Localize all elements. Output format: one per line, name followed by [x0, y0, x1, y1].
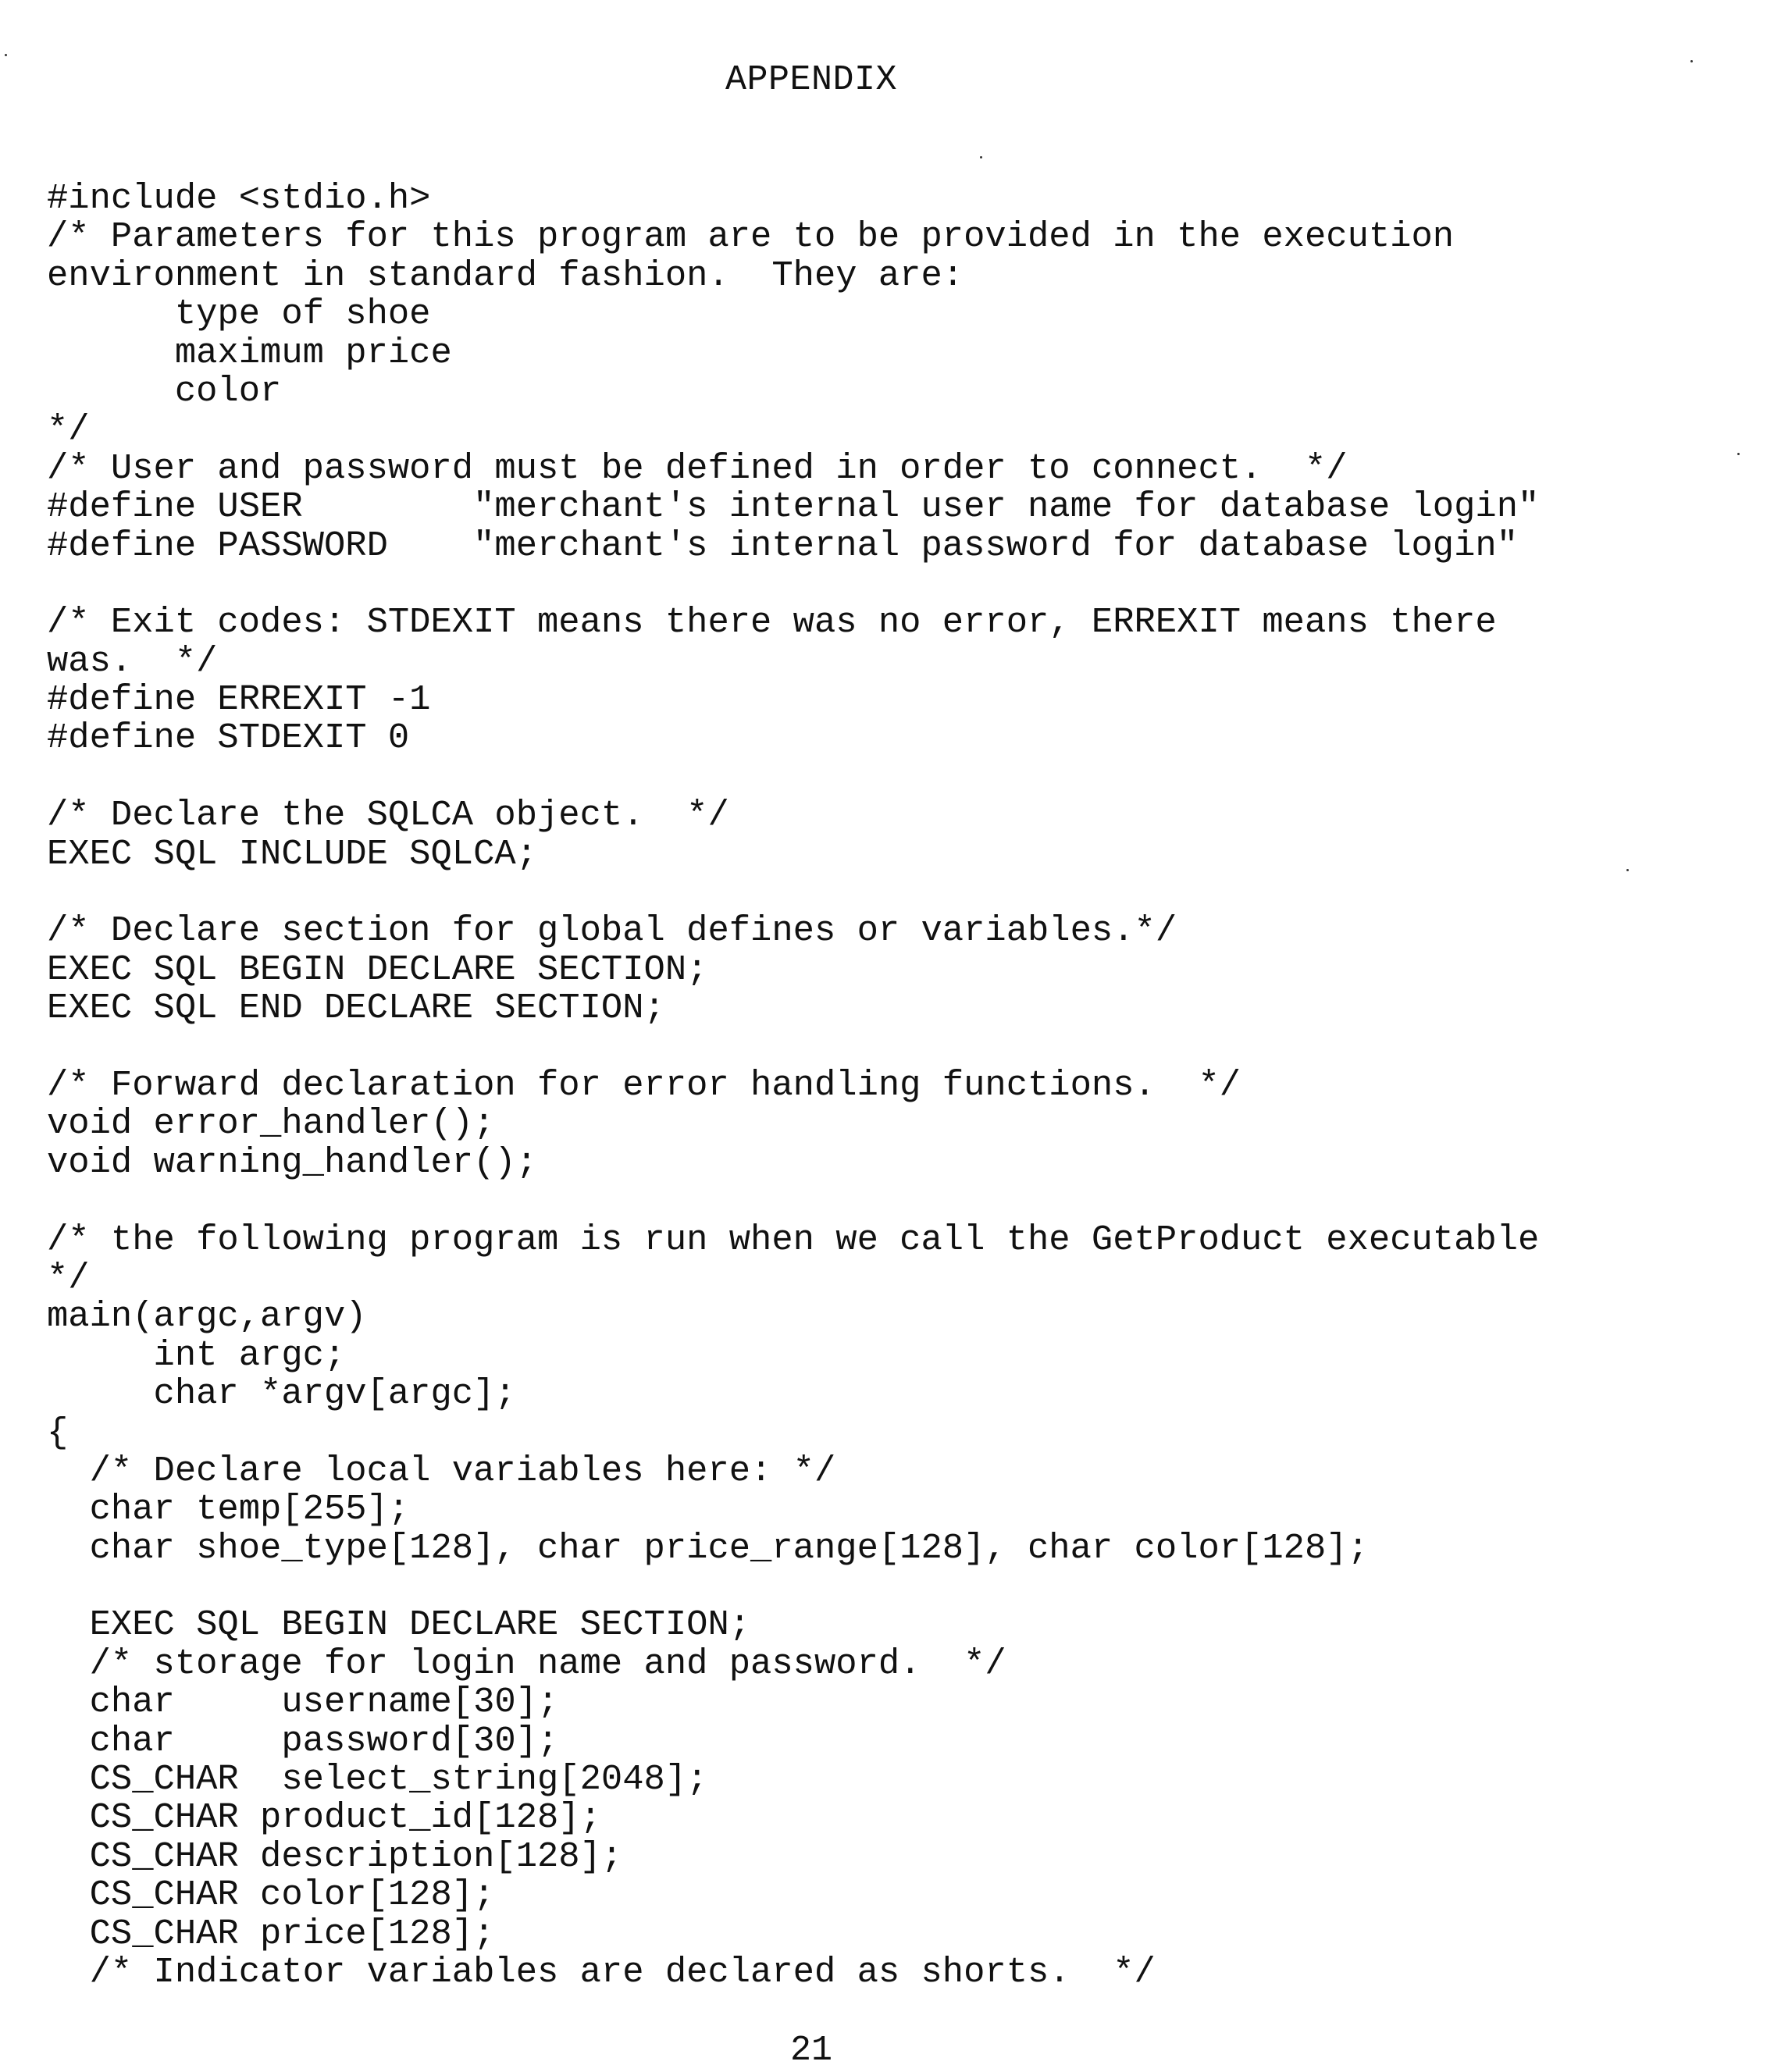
- code-line-comment-declare: /* Declare section for global defines or variables.*/: [47, 910, 1177, 952]
- code-line-price: CS_CHAR price[128];: [47, 1913, 495, 1954]
- code-line-char-argv: char *argv[argc];: [47, 1373, 516, 1415]
- scan-speck: [1626, 869, 1629, 871]
- code-line-define-user: #define USER "merchant's internal user name for database login": [47, 486, 1540, 528]
- code-line-warning-handler: void warning_handler();: [47, 1141, 538, 1183]
- code-line-blank: [47, 1568, 1539, 1606]
- code-line-comment-indicator: /* Indicator variables are declared as shorts. */: [47, 1951, 1156, 1992]
- code-line-define-password: #define PASSWORD "merchant's internal password for database login": [47, 525, 1519, 566]
- code-line-char-username: char username[30];: [47, 1682, 559, 1723]
- code-line-char-shoe-vars: char shoe_type[128], char price_range[128], char color[128];: [47, 1527, 1369, 1568]
- code-line-begin-declare: EXEC SQL BEGIN DECLARE SECTION;: [47, 949, 708, 990]
- code-line-comment-forward: /* Forward declaration for error handling functions. */: [47, 1064, 1241, 1105]
- code-line-blank: [47, 874, 1539, 912]
- appendix-heading: APPENDIX: [725, 60, 898, 100]
- code-line-char-temp: char temp[255];: [47, 1489, 410, 1530]
- code-line-end-declare: EXEC SQL END DECLARE SECTION;: [47, 988, 665, 1029]
- code-line-blank: [47, 565, 1539, 603]
- page-number: 21: [789, 2031, 832, 2070]
- code-line-blank: [47, 1182, 1539, 1220]
- code-line-comment-end: */: [47, 409, 90, 450]
- code-line-comment-program: /* the following program is run when we call the GetProduct executable: [47, 1219, 1540, 1260]
- code-line-include-sqlca: EXEC SQL INCLUDE SQLCA;: [47, 833, 538, 874]
- code-line-comment-storage: /* storage for login name and password. */: [47, 1643, 1006, 1684]
- code-listing: [47, 180, 1539, 1992]
- code-line-param-type: type of shoe: [47, 294, 431, 335]
- code-line-define-stdexit: #define STDEXIT 0: [47, 717, 410, 759]
- code-line-define-errexit: #define ERREXIT -1: [47, 679, 431, 721]
- code-line-error-handler: void error_handler();: [47, 1103, 495, 1145]
- code-line-comment-program-end: */: [47, 1257, 90, 1298]
- scan-speck: [1737, 453, 1740, 455]
- code-line-open-brace: {: [47, 1412, 69, 1453]
- code-line-begin-declare-local: EXEC SQL BEGIN DECLARE SECTION;: [47, 1604, 751, 1646]
- code-line-comment-exit-cont: was. */: [47, 640, 218, 682]
- code-line-product-id: CS_CHAR product_id[128];: [47, 1797, 601, 1839]
- code-line-blank: [47, 1028, 1539, 1066]
- code-line-description: CS_CHAR description[128];: [47, 1835, 623, 1877]
- code-line-int-argc: int argc;: [47, 1334, 346, 1376]
- code-line-param-color: color: [47, 370, 282, 411]
- scan-speck: [980, 156, 982, 158]
- scan-speck: [5, 54, 7, 56]
- code-line-color: CS_CHAR color[128];: [47, 1874, 495, 1916]
- code-line-comment-user: /* User and password must be defined in order to connect. */: [47, 447, 1348, 489]
- code-line-main: main(argc,argv): [47, 1296, 367, 1337]
- code-line-blank: [47, 758, 1539, 796]
- code-line-comment-sqlca: /* Declare the SQLCA object. */: [47, 795, 729, 836]
- code-line-comment-params: /* Parameters for this program are to be provided in the execution: [47, 216, 1455, 258]
- code-line-comment-exit: /* Exit codes: STDEXIT means there was no error, ERREXIT means there: [47, 602, 1497, 643]
- code-line-include: #include <stdio.h>: [47, 178, 431, 219]
- code-line-comment-params-cont: environment in standard fashion. They are:: [47, 255, 964, 296]
- code-line-comment-locals: /* Declare local variables here: */: [47, 1450, 836, 1491]
- scan-speck: [1690, 60, 1693, 62]
- code-line-select-string: CS_CHAR select_string[2048];: [47, 1759, 708, 1800]
- code-line-param-price: maximum price: [47, 332, 452, 373]
- code-line-char-password: char password[30];: [47, 1720, 559, 1761]
